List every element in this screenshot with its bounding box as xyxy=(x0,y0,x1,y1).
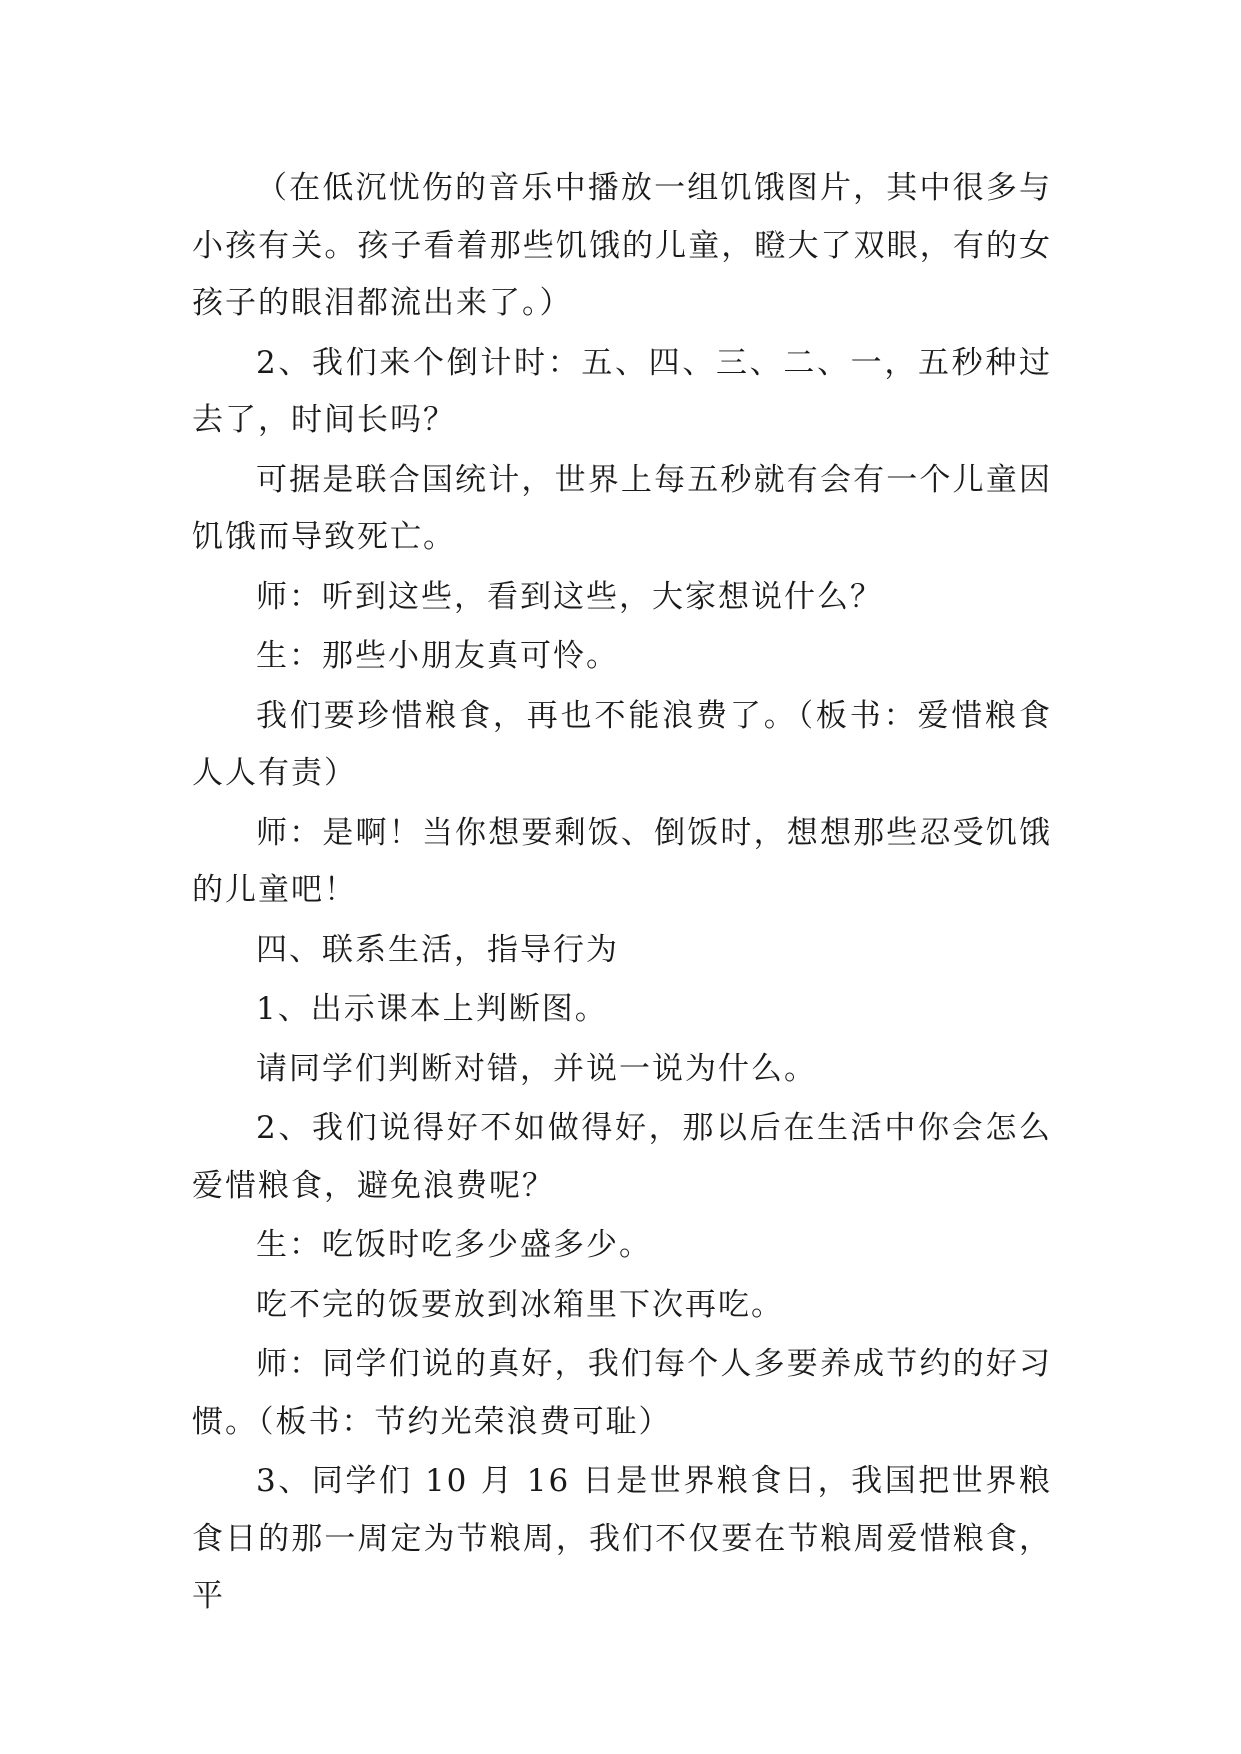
section-heading: 四、联系生活，指导行为 xyxy=(256,931,619,968)
paragraph: 师：是啊！当你想要剩饭、倒饭时，想想那些忍受饥饿的儿童吧！ xyxy=(192,814,1052,908)
paragraph: 1、出示课本上判断图。 xyxy=(256,991,608,1027)
paragraph: 3、同学们 10 月 16 日是世界粮食日，我国把世界粮食日的那一周定为节粮周，我们不仅要在节粮周爱惜粮食，平 xyxy=(192,1463,1052,1614)
paragraph: 师：同学们说的真好，我们每个人多要养成节约的好习惯。（板书：节约光荣浪费可耻） xyxy=(192,1346,1052,1440)
paragraph: 可据是联合国统计，世界上每五秒就有会有一个儿童因饥饿而导致死亡。 xyxy=(192,461,1052,555)
paragraph: 生：吃饭时吃多少盛多少。 xyxy=(256,1227,652,1263)
paragraph: 2、我们说得好不如做得好，那以后在生活中你会怎么爱惜粮食，避免浪费呢？ xyxy=(192,1110,1052,1204)
paragraph: 2、我们来个倒计时：五、四、三、二、一，五秒种过去了，时间长吗？ xyxy=(192,344,1052,438)
paragraph: 师：听到这些，看到这些，大家想说什么？ xyxy=(256,578,883,615)
document-page xyxy=(192,160,1052,1628)
paragraph: （在低沉忧伤的音乐中播放一组饥饿图片，其中很多与小孩有关。孩子看着那些饥饿的儿童，瞪大了双眼，有的女孩子的眼泪都流出来了。） xyxy=(192,170,1052,321)
paragraph: 我们要珍惜粮食，再也不能浪费了。（板书：爱惜粮食人人有责） xyxy=(192,697,1052,791)
paragraph: 请同学们判断对错，并说一说为什么。 xyxy=(256,1050,817,1087)
paragraph: 生：那些小朋友真可怜。 xyxy=(256,638,619,674)
paragraph: 吃不完的饭要放到冰箱里下次再吃。 xyxy=(256,1286,784,1323)
